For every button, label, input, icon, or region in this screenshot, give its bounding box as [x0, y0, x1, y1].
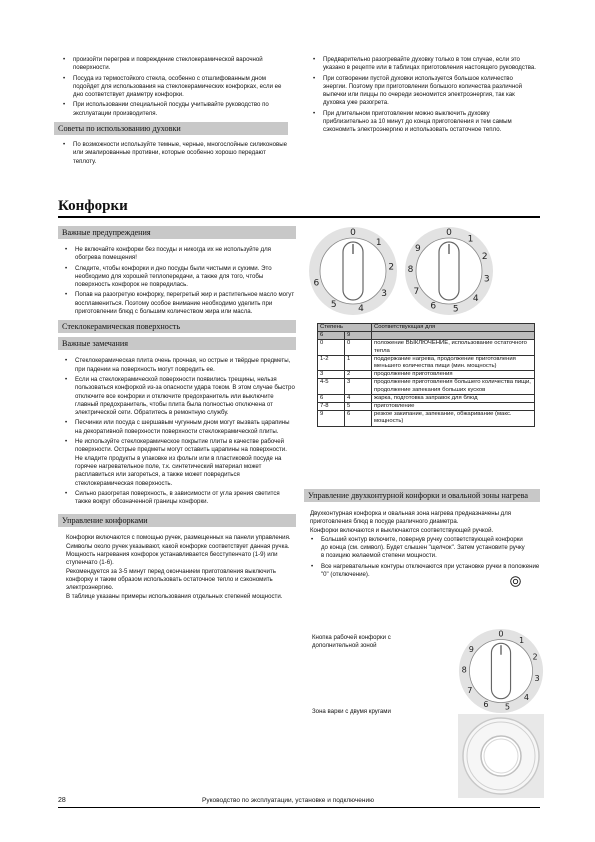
table-header-cell: Степень [318, 324, 372, 332]
knob-scale-number: 7 [467, 684, 473, 695]
cooking-zone-caption: Зона варки с двумя кругами [312, 708, 391, 715]
footer-rule [58, 807, 540, 808]
dual-zone-header: Управление двухконтурной конфорки и овальной зоны нагрева [304, 489, 540, 502]
table-cell: 7-8 [318, 403, 345, 411]
table-row [318, 371, 535, 379]
list-item: • Стеклокерамическая плита очень прочная, но острые и твёрдые предметы, при падении на поверхность могут повредить ее. [64, 357, 296, 374]
table-row [318, 340, 535, 355]
table-cell: 1-2 [318, 355, 345, 370]
knob-scale-number: 9 [468, 643, 474, 654]
knob-scale-number: 6 [430, 301, 437, 312]
knob-scale-number: 3 [483, 274, 490, 285]
list-item: • Сильно разогретая поверхность, в зависимости от угла зрения светится также вокруг обозначенной границы конфорки. [64, 490, 296, 507]
table-cell: 4-5 [318, 379, 345, 394]
table-header-cell [372, 332, 535, 340]
list-item: • Больший контур включите, повернув ручку соответствующей конфорки до конца (см. символ). Будет слышен "щелчок". Затем установите ручку в позицию желаемой степени мощности. [310, 536, 540, 561]
table-row [318, 403, 535, 411]
top-right-list [312, 56, 537, 135]
paragraph: В таблице указаны примеры использования отдельных степеней мощности. [66, 592, 283, 600]
list-item: • Все нагревательные контуры отключаются при установке ручки в положение "0" (отключение). [310, 563, 540, 580]
top-left-list [62, 56, 288, 118]
list-item: • Следите, чтобы конфорки и дно посуды были чистыми и сухими. Это необходимо для хорошей теплопередачи, а также для того, чтобы поверхность конфорок не повредилась. [64, 265, 296, 290]
dual-zone-list [310, 536, 540, 579]
list-item: • При использовании специальной посуды учитывайте руководство по эксплуатации производителя. [62, 101, 288, 118]
power-levels-table [317, 323, 535, 427]
knob-scale-number: 4 [523, 691, 530, 702]
knob-scale-number: 3 [381, 289, 387, 300]
knob-dual-zone-figure [458, 628, 544, 714]
oven-tips-list [62, 141, 288, 166]
notes-list [58, 357, 296, 506]
table-header-cell: 6 [318, 332, 345, 340]
list-item: • При сотворении пустой духовки используется большое количество энергии. Поэтому при приготовлении большого количества различной выпечки или пиццы по очереди экономится электроэнергия, так как духовка уже разогрета. [312, 75, 537, 108]
knob-9-steps-figure [404, 226, 494, 316]
knob-dual-zone-caption: Кнопка рабочей конфорки с дополнительной зоной [312, 634, 391, 650]
knob-scale-number: 0 [498, 628, 504, 639]
table-cell: 1 [345, 355, 372, 370]
knob-scale-number: 8 [461, 664, 467, 675]
knob-scale-number: 6 [483, 699, 489, 710]
table-header-row [318, 324, 535, 332]
knob-scale-number: 0 [446, 228, 452, 238]
section-title: Конфорки [58, 198, 128, 214]
table-header-cell: 9 [345, 332, 372, 340]
control-header: Управление конфорками [58, 514, 296, 527]
oven-tips-header: Советы по использованию духовки [54, 122, 288, 135]
knob-scale-number: 4 [472, 294, 479, 305]
table-cell: продолжение приготовления большего количества пищи, продолжение запекания больших кусков [372, 379, 535, 394]
paragraph: Рекомендуется за 3-5 минут перед окончанием приготовления выключить конфорку и таким образом использовать остаточное тепло и сэкономить электроэнергию. [66, 567, 276, 592]
knob-scale-number: 9 [415, 243, 421, 254]
knob-scale-number: 0 [350, 228, 356, 238]
table-cell: 0 [345, 340, 372, 355]
dual-cooking-zone-figure [458, 714, 544, 798]
table-cell: 4 [345, 394, 372, 402]
list-item: • Не используйте стеклокерамическое покрытие плиты в качестве рабочей поверхности. Острые предметы могут оставить царапины на поверхности. Не кладите продукты в упаковке из фольги или в пластиковой посуде на горячее нагревательное поле, т.к. синтетический материал может расплавиться или загореться, а также может повредиться стеклокерамическая поверхность. [64, 438, 296, 488]
table-row [318, 355, 535, 370]
paragraph: Мощность нагревания конфорок устанавливается бесступенчато (1-9) или ступенчато (1-6). [66, 551, 278, 567]
knob-scale-number: 7 [413, 286, 420, 297]
knob-scale-number: 3 [534, 673, 540, 684]
paragraph: Конфорки включаются и выключаются соответствующей ручкой. [310, 526, 494, 534]
footer-text: Руководство по эксплуатации, установке и подключению [202, 797, 374, 804]
knob-scale-number: 6 [313, 278, 320, 289]
table-row [318, 379, 535, 394]
table-body [318, 340, 535, 426]
knob-scale-number: 1 [467, 234, 474, 245]
dual-zone-section [304, 489, 540, 581]
table-cell: 2 [345, 371, 372, 379]
knob-scale-number: 1 [518, 635, 525, 646]
table-cell: продолжение приготовления [372, 371, 535, 379]
table-row [318, 411, 535, 426]
notes-header: Важные замечания [58, 337, 296, 350]
control-text [58, 534, 296, 600]
left-column [58, 226, 296, 601]
table-cell: 3 [345, 379, 372, 394]
section-divider [58, 216, 540, 218]
table-cell: положение ВЫКЛЮЧЕНИЕ, использование остаточного тепла [372, 340, 535, 355]
dual-zone-text [304, 510, 540, 579]
list-item: • Попав на разогретую конфорку, перегретый жир и растительное масло могут воспламениться. Поэтому особое внимание необходимо уделить при приготовлении блюд с большим количеством жира или масла. [64, 291, 296, 316]
knob-scale-number: 5 [504, 701, 510, 712]
paragraph: Двухконтурная конфорка и овальная зона нагрева предназначены для приготовления блюд в посуде различного диаметра. [310, 510, 512, 526]
knob-scale-number: 8 [407, 265, 414, 276]
list-item: • Если на стеклокерамической поверхности появились трещины, нельзя пользоваться конфоркой из-за опасности удара током. В этом случае быстро отключите все конфорки и отключите предохранитель или выключите главный предохранитель, чтобы плита была полностью отключена от электрической сети. Обратитесь в ремонтную службу. [64, 376, 296, 417]
table-cell: жарка, подготовка заправок для блюд [372, 394, 535, 402]
list-item: • Посуда из термостойкого стекла, особенно с отшлифованным дном подойдет для использования на стеклокерамических конфорках, если ее дно соответствует диаметру конфорки. [62, 75, 288, 100]
warnings-header: Важные предупреждения [58, 226, 296, 239]
list-item: • Песчинки или посуда с шершавым чугунным дном могут вызвать царапины на декоративной поверхности поверхности стеклокерамической плиты. [64, 419, 296, 436]
knob-6-steps-figure [308, 226, 398, 316]
knob-scale-number: 2 [532, 651, 538, 662]
table-cell: 9 [318, 411, 345, 426]
table-row [318, 394, 535, 402]
table-cell: приготовление [372, 403, 535, 411]
table-cell: 3 [318, 371, 345, 379]
top-right-column [312, 56, 537, 137]
table-header-row [318, 332, 535, 340]
table-cell: резкое закипание, запекание, обжаривание (макс. мощность) [372, 411, 535, 426]
table-header-cell: Соответствующая для [372, 324, 535, 332]
knob-scale-number: 4 [358, 304, 364, 315]
table-cell: 6 [318, 394, 345, 402]
glass-surface-header: Стеклокерамическая поверхность [58, 320, 296, 333]
paragraph: Конфорки включаются с помощью ручек, размещенных на панели управления. Символы около ручек указывают, какой конфорке соответствует данная ручка. [66, 534, 291, 550]
knob-scale-number: 2 [388, 262, 395, 273]
knob-scale-number: 5 [452, 304, 459, 315]
knob-scale-number: 1 [375, 237, 382, 248]
list-item: • По возможности используйте темные, черные, многослойные силиконовые или эмалированные противни, которые особенно хорошо передают теплоту. [62, 141, 288, 166]
warnings-list [58, 246, 296, 316]
list-item: • Не включайте конфорки без посуды и никогда их не используйте для обогрева помещения! [64, 246, 296, 263]
table-cell: 5 [345, 403, 372, 411]
table-cell: поддержание нагрева, продолжение приготовления меньшего количества пищи (мин. мощность) [372, 355, 535, 370]
table-cell: 0 [318, 340, 345, 355]
knob-scale-number: 5 [330, 299, 337, 310]
page-number: 28 [58, 797, 66, 804]
list-item: • произойти перегрев и повреждение стеклокерамической варочной поверхности. [62, 56, 288, 73]
list-item: • Предварительно разогревайте духовку только в том случае, если это указано в рецепте или в таблицах приготовления настоящего руководства. [312, 56, 537, 73]
top-left-column [58, 56, 288, 168]
list-item: • При длительном приготовлении можно выключить духовку приблизительно за 10 минут до конца приготовления и тем самым сэкономить электроэнергию и использовать остаточное тепло. [312, 110, 537, 135]
knob-scale-number: 2 [481, 252, 488, 263]
dual-circuit-symbol-icon [510, 576, 521, 587]
table-cell: 6 [345, 411, 372, 426]
